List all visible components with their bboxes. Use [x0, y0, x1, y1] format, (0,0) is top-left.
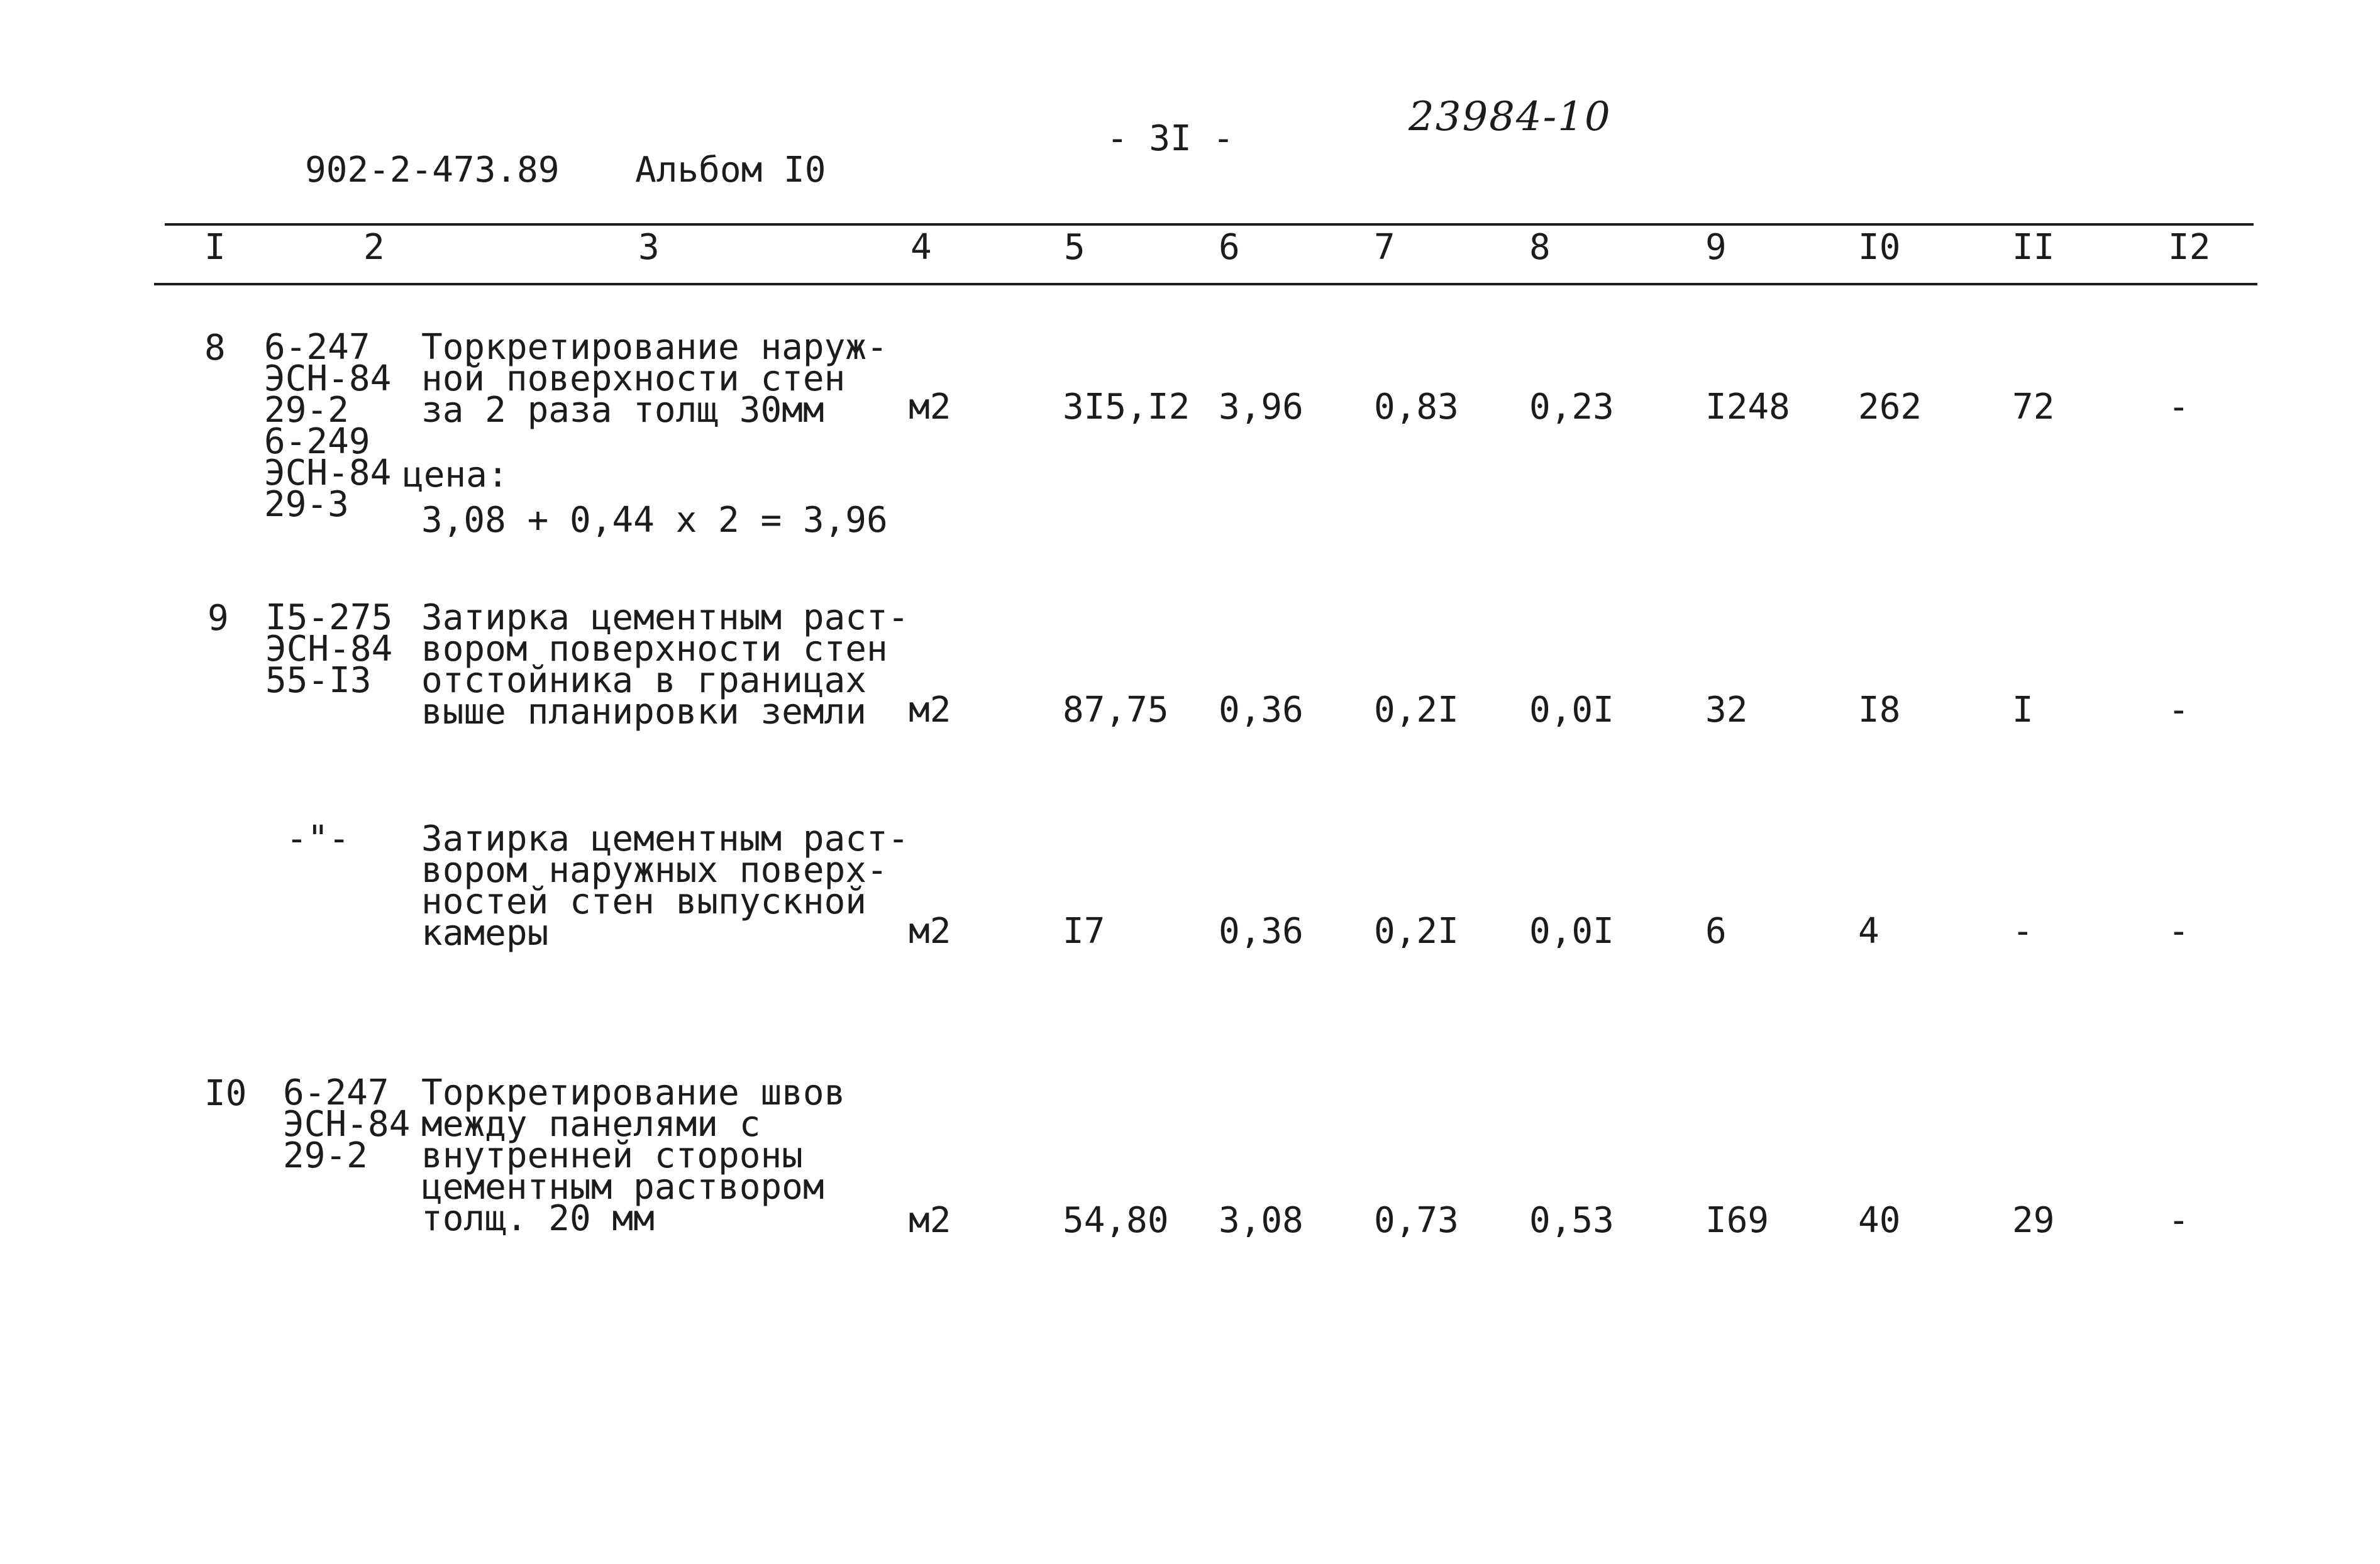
quantity: I7 [1063, 911, 1105, 952]
column-header: I [204, 227, 226, 268]
work-description: Затирка цементным раст- вором наружных поверх- ностей стен выпускной камеры [421, 818, 909, 954]
cell-col-7: 0,2I [1374, 911, 1459, 952]
table-header-rule [154, 283, 2257, 285]
quantity: 87,75 [1063, 690, 1169, 730]
cell-col-12: - [2168, 1200, 2189, 1241]
cell-col-10: 4 [1858, 911, 1879, 952]
row-number: 9 [208, 598, 229, 639]
cell-col-11: 72 [2012, 387, 2055, 427]
column-header: 8 [1529, 227, 1551, 268]
cell-col-12: - [2168, 690, 2189, 730]
cell-col-8: 0,0I [1529, 911, 1614, 952]
column-header: 7 [1374, 227, 1395, 268]
cell-col-11: I [2012, 690, 2034, 730]
quantity: 3I5,I2 [1063, 387, 1190, 427]
cell-col-7: 0,2I [1374, 690, 1459, 730]
cell-col-7: 0,83 [1374, 387, 1459, 427]
cell-col-11: 29 [2012, 1200, 2055, 1241]
price-label: цена: [402, 454, 509, 495]
cell-col-6: 0,36 [1219, 690, 1303, 730]
quantity: 54,80 [1063, 1200, 1169, 1241]
cell-col-8: 0,0I [1529, 690, 1614, 730]
work-description: Затирка цементным раст- вором поверхности стен отстойника в границах выше планировки земли [421, 597, 909, 732]
cell-col-10: I8 [1858, 690, 1901, 730]
document-code: 902-2-473.89 [305, 150, 560, 190]
cell-col-8: 0,53 [1529, 1200, 1614, 1241]
norm-code: 6-247 ЭСН-84 29-2 [283, 1072, 411, 1176]
work-description: Торкретирование наруж- ной поверхности стен за 2 раза толщ 30мм [421, 327, 888, 431]
norm-code: I5-275 ЭСН-84 55-I3 [265, 597, 393, 701]
unit: м2 [909, 911, 951, 952]
norm-code: -"- [286, 818, 350, 859]
cell-col-12: - [2168, 911, 2189, 952]
cell-col-7: 0,73 [1374, 1200, 1459, 1241]
price-formula: 3,08 + 0,44 x 2 = 3,96 [421, 500, 888, 541]
column-header: 2 [363, 227, 385, 268]
cell-col-9: 32 [1705, 690, 1748, 730]
cell-col-6: 3,08 [1219, 1200, 1303, 1241]
column-header: 6 [1219, 227, 1240, 268]
column-header: 5 [1064, 227, 1085, 268]
column-header: 4 [910, 227, 932, 268]
unit: м2 [909, 387, 951, 427]
row-number: I0 [204, 1073, 247, 1114]
cell-col-9: I69 [1705, 1200, 1769, 1241]
work-description: Торкретирование швов между панелями с внутренней стороны цементным раствором толщ. 20 мм [421, 1072, 846, 1239]
cell-col-12: - [2168, 387, 2189, 427]
cell-col-11: - [2012, 911, 2034, 952]
unit: м2 [909, 690, 951, 730]
cell-col-9: 6 [1705, 911, 1727, 952]
unit: м2 [909, 1200, 951, 1241]
column-header: 9 [1705, 227, 1727, 268]
column-header: II [2012, 227, 2055, 268]
table-top-rule [165, 223, 2254, 226]
album-label: Альбом I0 [635, 150, 826, 190]
cell-col-10: 262 [1858, 387, 1922, 427]
cell-col-6: 0,36 [1219, 911, 1303, 952]
cell-col-10: 40 [1858, 1200, 1901, 1241]
cell-col-6: 3,96 [1219, 387, 1303, 427]
cell-col-8: 0,23 [1529, 387, 1614, 427]
cell-col-9: I248 [1705, 387, 1790, 427]
row-number: 8 [204, 328, 226, 368]
column-header: I2 [2168, 227, 2211, 268]
column-header: I0 [1858, 227, 1901, 268]
column-header: 3 [638, 227, 660, 268]
page-number: - 3I - [1107, 118, 1234, 159]
handwritten-number: 23984-10 [1409, 94, 1612, 140]
norm-code: 6-247 ЭСН-84 29-2 6-249 ЭСН-84 29-3 [264, 327, 392, 525]
